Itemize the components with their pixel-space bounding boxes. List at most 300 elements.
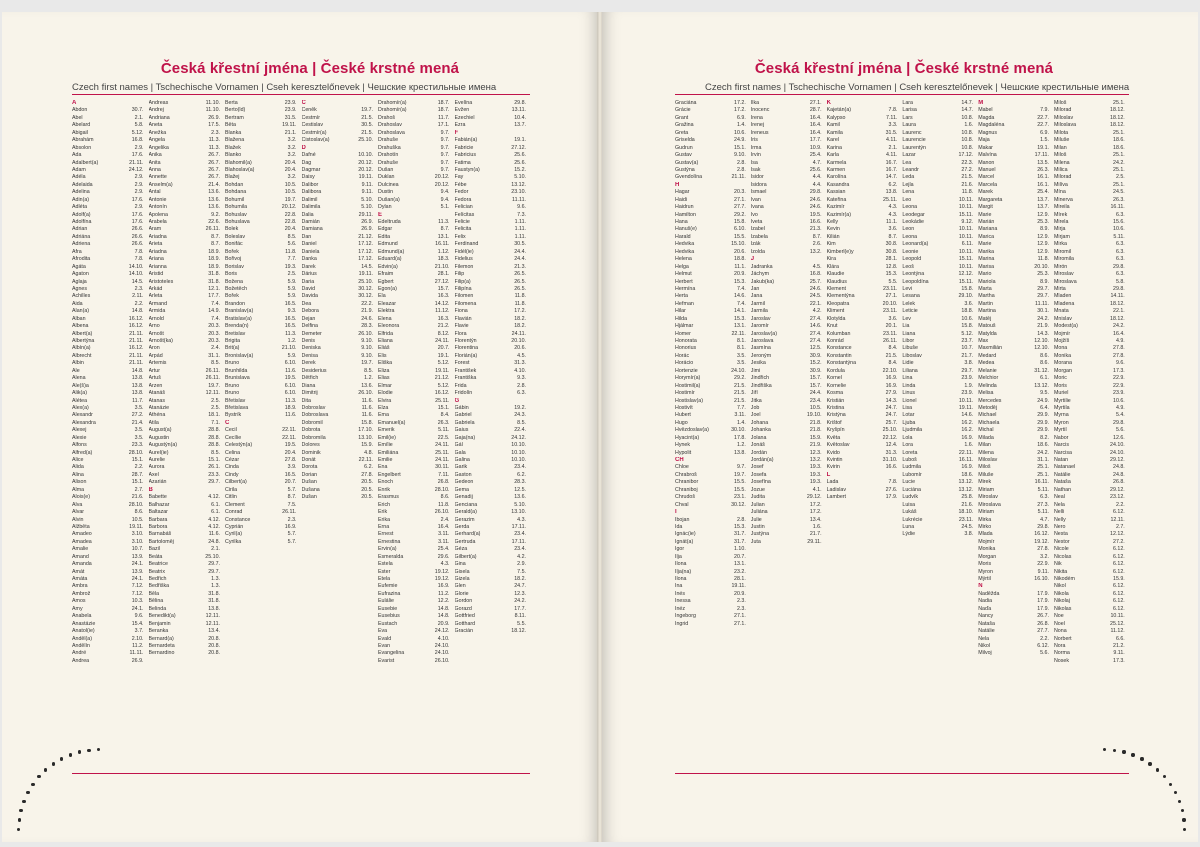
name-day-date: 29.2. (734, 211, 746, 218)
name-day-date: 23.9. (284, 100, 297, 106)
name-entry (302, 472, 377, 479)
name-day-date: 28.7. (809, 107, 822, 114)
name-day-date: 7.12. (131, 583, 144, 590)
name-text: Gisela (454, 568, 470, 575)
name-entry (149, 621, 224, 628)
name-day-date: 25.1. (1113, 129, 1125, 136)
name-text: Matouš (978, 323, 996, 330)
name-day-date: 21.3. (809, 226, 822, 233)
name-day-date: 16.1. (1037, 174, 1049, 181)
name-text: Hostivít (675, 404, 693, 411)
name-text: Gerald(a) (454, 509, 477, 516)
name-text: Elza (378, 404, 389, 411)
name-text: Milan (978, 442, 991, 449)
name-entry (378, 606, 453, 613)
name-text: Miloslava (1053, 122, 1077, 129)
name-text: Nathan (1053, 486, 1072, 493)
name-day-date: 22.1. (1113, 308, 1125, 315)
name-day-date: 9.7. (440, 144, 450, 151)
name-text: Moric (1053, 375, 1067, 382)
name-day-date: 18.6. (1113, 144, 1125, 151)
name-day-date: 3.5. (134, 434, 144, 441)
name-entry (72, 583, 147, 590)
name-day-date: 5.11. (1037, 486, 1049, 493)
name-entry (302, 494, 377, 501)
name-entry (675, 197, 749, 204)
name-day-date: 27.8. (361, 471, 373, 478)
name-entry (751, 249, 825, 256)
name-day-date: 26.9. (208, 114, 220, 121)
name-day-date: 11.7. (132, 397, 144, 404)
name-day-date: 3.6. (964, 300, 974, 307)
name-day-date: 30.5. (361, 122, 373, 129)
name-entry (72, 576, 147, 583)
name-day-date: 2.9. (517, 561, 526, 568)
name-day-date (526, 130, 529, 137)
name-entry (675, 539, 749, 546)
name-entry (1054, 160, 1128, 167)
name-text: Felicie (454, 219, 470, 225)
name-entry (978, 398, 1052, 405)
ornament-dot (44, 768, 47, 771)
name-day-date: 24.7. (514, 583, 526, 590)
name-text: Norma (1053, 650, 1070, 657)
name-text: Jarmila (750, 308, 768, 315)
name-text: Gaius (454, 427, 469, 434)
name-text: Nikolas (1053, 605, 1072, 612)
name-entry (751, 427, 825, 434)
name-day-date: 12.12. (958, 271, 974, 278)
name-entry (902, 524, 976, 531)
name-text: Berta (225, 100, 238, 106)
letter-heading (675, 182, 749, 189)
name-day-date: 31.3. (885, 449, 898, 456)
name-entry (827, 137, 901, 144)
name-text: Babette (148, 494, 167, 501)
name-text: Julian (750, 501, 765, 508)
name-text: Adrian (72, 226, 88, 233)
name-text: Dominik (301, 449, 321, 456)
name-entry (72, 502, 147, 509)
name-text: Kornelie (826, 382, 847, 389)
name-entry (302, 435, 377, 442)
name-day-date: 24.9. (1037, 397, 1049, 404)
name-day-date: 23.1. (734, 494, 746, 501)
name-text: Eliška (378, 360, 393, 367)
name-entry (1054, 286, 1128, 293)
name-text: Mariana (978, 226, 998, 233)
letter-heading (72, 100, 147, 107)
name-entry (72, 531, 147, 538)
name-text: Ignát(a) (675, 538, 694, 545)
name-entry (378, 316, 453, 323)
name-day-date: 8.9. (1040, 226, 1049, 233)
name-day-date: 19.3. (284, 263, 297, 270)
name-entry (455, 606, 530, 613)
name-text: Ivo (750, 211, 758, 218)
name-entry (1054, 636, 1128, 643)
name-day-date: 28.8. (208, 442, 220, 449)
name-entry (149, 494, 224, 501)
letter-heading (378, 212, 453, 219)
name-day-date: 22.9. (1113, 382, 1125, 389)
left-page (2, 12, 598, 842)
name-day-date: 17.6. (131, 152, 144, 159)
name-entry (378, 643, 453, 650)
name-entry (978, 442, 1052, 449)
name-text: M (978, 100, 984, 106)
name-entry (225, 226, 300, 233)
name-text: Makar (978, 144, 993, 151)
name-text: Fabricius (454, 152, 476, 159)
name-text: Bruno (225, 360, 240, 367)
name-day-date: 22.12. (882, 434, 898, 441)
name-entry (675, 472, 749, 479)
name-day-date: 13.7. (1037, 196, 1049, 203)
name-entry (302, 353, 377, 360)
name-entry (751, 412, 825, 419)
name-entry (827, 345, 901, 352)
name-entry (378, 383, 453, 390)
name-day-date: 7.3. (517, 211, 526, 218)
name-day-date: 24.12. (511, 434, 526, 441)
name-text: Emanuel(a) (378, 419, 406, 426)
name-text: Aristid (148, 271, 164, 278)
name-entry (751, 375, 825, 382)
name-entry (455, 613, 530, 620)
name-entry (827, 457, 901, 464)
name-entry (751, 494, 825, 501)
name-text: Gudrun (675, 144, 693, 151)
name-text: Anita (148, 159, 161, 166)
name-entry (72, 241, 147, 248)
name-day-date: 26.11. (205, 367, 220, 374)
ornament-dot (1103, 748, 1106, 751)
name-entry (225, 479, 300, 486)
name-text: Ljuba (902, 419, 916, 426)
name-entry (455, 204, 530, 211)
name-text: Alexandra (72, 419, 96, 426)
letter-heading (675, 457, 749, 464)
name-text: Citlin (225, 494, 237, 501)
name-text: Amos (72, 598, 86, 605)
name-text: Cecil (225, 427, 237, 434)
name-day-date: 20.4. (284, 166, 297, 173)
name-entry (827, 241, 901, 248)
name-text: Gottfried (454, 613, 475, 620)
name-text: Adin(a) (72, 196, 90, 203)
name-text: Abrahám (72, 137, 94, 144)
name-text: Mirela (1053, 219, 1069, 225)
name-day-date: 21.3. (514, 263, 526, 270)
name-text: Gotthard (454, 620, 476, 627)
name-day-date: 22.7. (1037, 114, 1049, 121)
name-day-date: 15.3. (734, 278, 746, 285)
name-text: Bělina (148, 598, 164, 605)
name-entry (751, 405, 825, 412)
name-entry (302, 420, 377, 427)
name-day-date: 30.8. (885, 248, 898, 255)
name-text: Arnošt(ka) (148, 338, 173, 344)
name-text: Hana (675, 219, 688, 225)
name-entry (225, 323, 300, 330)
name-text: Borislav (225, 263, 244, 270)
name-entry (72, 517, 147, 524)
name-entry (675, 226, 749, 233)
name-text: Bernardino (148, 650, 175, 657)
name-entry (378, 308, 453, 315)
name-day-date: 2.8. (736, 166, 746, 173)
name-entry (149, 264, 224, 271)
name-day-date: 12.9. (1037, 248, 1049, 255)
name-text: Martha (978, 293, 995, 300)
name-text: Gustav(a) (675, 159, 699, 166)
name-day-date: 5.10. (361, 196, 373, 203)
name-entry (455, 517, 530, 524)
name-text: Kira (826, 256, 837, 263)
name-text: Monika (978, 546, 996, 553)
name-text: Iveta (750, 219, 763, 225)
name-entry (72, 174, 147, 181)
name-entry (378, 464, 453, 471)
name-day-date: 15.10. (731, 241, 746, 248)
name-day-date: 22.6. (208, 219, 220, 225)
name-day-date: 18.9. (208, 263, 220, 270)
name-text: Ilja(na) (675, 568, 692, 575)
name-entry (149, 160, 224, 167)
name-day-date: 24.1. (131, 576, 144, 582)
name-text: Kajetán(a) (826, 107, 852, 114)
bottom-rule (72, 773, 530, 774)
name-day-date: 20.8. (208, 650, 220, 657)
name-entry (225, 487, 300, 494)
name-text: Lora (902, 442, 913, 449)
name-day-date: 22.3. (961, 159, 974, 166)
name-text: Cirila (225, 486, 238, 493)
name-entry (302, 152, 377, 159)
name-text: Adam (72, 166, 86, 173)
name-day-date: 17.9. (885, 494, 898, 501)
name-text: Ale(š)a (72, 382, 89, 389)
ornament-dot (1178, 800, 1181, 803)
name-text: Dušana (301, 486, 320, 493)
name-day-date: 6.3. (1115, 241, 1125, 248)
name-text: Elodie (378, 390, 393, 397)
name-entry (978, 494, 1052, 501)
name-text: Mariola (978, 278, 996, 285)
name-entry (455, 509, 530, 516)
name-entry (1054, 658, 1128, 665)
name-entry (675, 383, 749, 390)
name-day-date: 14.7. (961, 107, 974, 114)
name-day-date: 26.7. (208, 166, 220, 173)
name-text: Diana (301, 382, 316, 389)
name-entry (72, 457, 147, 464)
name-entry (1054, 412, 1128, 419)
name-entry (902, 383, 976, 390)
name-day-date: 18.2. (514, 576, 526, 582)
name-entry (827, 249, 901, 256)
name-day-date: 25.4. (809, 152, 822, 159)
name-text: Elvira (378, 397, 392, 404)
name-day-date: 4.10. (437, 635, 450, 642)
name-day-date: 27.4. (809, 315, 822, 322)
name-text: Hilar (675, 308, 686, 315)
name-day-date: 2.8. (736, 516, 746, 523)
name-day-date: 13.8. (131, 390, 144, 397)
name-text: Glen (454, 583, 466, 590)
name-text: Čeněk (301, 107, 317, 114)
name-entry (827, 383, 901, 390)
top-rule (675, 94, 1129, 95)
name-day-date (1049, 100, 1052, 107)
name-text: Gvendolína (675, 174, 703, 181)
name-day-date: 8.4. (888, 360, 898, 367)
name-day-date: 26.7. (1037, 613, 1049, 620)
name-text: Blanka (225, 129, 242, 136)
name-text: Chrabroš (675, 471, 697, 478)
name-entry (675, 598, 749, 605)
name-entry (225, 122, 300, 129)
name-day-date: 19.7. (734, 471, 746, 478)
name-entry (302, 405, 377, 412)
name-entry (378, 182, 453, 189)
name-text: Lia (902, 323, 910, 330)
name-day-date: 5.12. (437, 360, 450, 367)
name-entry (902, 450, 976, 457)
name-entry (378, 264, 453, 271)
name-day-date: 20.3. (208, 330, 220, 337)
name-entry (72, 375, 147, 382)
name-text: Marica (978, 233, 995, 240)
name-text: Genadij (454, 494, 473, 501)
name-day-date: 3.8. (964, 531, 974, 538)
name-text: Drahoslav (378, 122, 402, 129)
name-day-date: 3.8. (964, 360, 974, 367)
name-column (751, 100, 827, 665)
name-day-date: 13.1. (734, 323, 746, 330)
name-day-date: 25.3. (1037, 219, 1049, 225)
name-text: Michal (978, 427, 994, 434)
name-entry (455, 249, 530, 256)
name-text: Ilona (675, 561, 687, 568)
name-day-date: 22.4. (514, 427, 526, 434)
name-text: Garik (454, 464, 468, 471)
name-text: Belinda (148, 605, 167, 612)
name-day-date: 27.8. (1037, 546, 1049, 553)
name-text: Aram (148, 226, 162, 233)
name-entry (751, 115, 825, 122)
name-entry (302, 390, 377, 397)
name-day-date: 29.9. (1037, 419, 1049, 426)
name-day-date: 17.8. (734, 434, 746, 441)
name-text: Milica (1053, 166, 1068, 173)
name-text: Lelek (902, 300, 916, 307)
name-entry (1054, 427, 1128, 434)
name-day-date: 11.7. (438, 114, 450, 121)
name-entry (149, 316, 224, 323)
name-day-date: 11.10. (205, 100, 220, 106)
name-day-date: 27.6. (885, 486, 898, 493)
name-text: Larisa (902, 107, 917, 114)
name-text: Neal (1053, 494, 1065, 501)
name-entry (378, 360, 453, 367)
name-text: Hedvika (675, 248, 695, 255)
name-text: Amy (72, 605, 83, 612)
name-day-date: 30.11. (435, 464, 450, 471)
name-day-date: 7.12. (131, 590, 144, 597)
name-entry (902, 137, 976, 144)
name-day-date: 4.10. (514, 367, 526, 374)
name-entry (902, 115, 976, 122)
name-entry (72, 546, 147, 553)
name-day-date: 7.8. (888, 479, 898, 486)
name-text: Bohdan (225, 181, 244, 188)
name-entry (455, 122, 530, 129)
name-day-date: 19.11. (731, 583, 746, 590)
name-day-date: 9.6. (517, 204, 526, 211)
name-text: Jozue (750, 486, 765, 493)
name-entry (1054, 524, 1128, 531)
name-text: Gina (454, 561, 466, 568)
name-day-date: 2.3. (211, 129, 220, 136)
name-entry (225, 308, 300, 315)
name-day-date: 18.9. (208, 248, 220, 255)
name-entry (72, 122, 147, 129)
name-entry (455, 182, 530, 189)
name-entry (1054, 197, 1128, 204)
name-day-date: 17.2. (514, 308, 526, 315)
letter-heading (827, 472, 901, 479)
name-entry (902, 256, 976, 263)
name-entry (675, 189, 749, 196)
name-text: Cézar (225, 457, 240, 463)
name-text: Dalimil (301, 196, 318, 203)
name-entry (149, 167, 224, 174)
name-entry (378, 293, 453, 300)
name-day-date: 5.6. (1040, 650, 1049, 657)
name-entry (378, 345, 453, 352)
name-text: Hostislav(a) (675, 397, 703, 404)
name-entry (378, 450, 453, 457)
name-entry (978, 189, 1052, 196)
name-entry (149, 130, 224, 137)
name-text: Felícitas (454, 211, 475, 218)
name-day-date: 14.10. (128, 263, 144, 270)
name-day-date: 27.4. (809, 338, 822, 344)
name-entry (978, 531, 1052, 538)
letter-heading (978, 100, 1052, 107)
name-day-date: 29.10. (958, 293, 974, 300)
name-entry (455, 546, 530, 553)
name-day-date: 19.3. (809, 471, 822, 478)
name-text: Dalimila (301, 204, 321, 211)
name-text: Augustin (148, 434, 170, 441)
name-day-date: 14.5. (131, 278, 144, 285)
name-entry (827, 398, 901, 405)
name-day-date: 7.11. (886, 114, 898, 121)
name-day-date: 25.11. (883, 196, 898, 203)
name-entry (455, 457, 530, 464)
name-day-date: 15.2. (809, 360, 822, 367)
name-day-date: 1.4. (736, 122, 746, 129)
name-entry (978, 107, 1052, 114)
name-day-date: 21.5. (885, 352, 898, 359)
name-text: Laurencie (902, 137, 926, 144)
name-day-date: 9.7. (440, 166, 450, 173)
name-day-date: 23.4. (514, 464, 526, 471)
name-day-date: 3.11. (438, 538, 450, 545)
